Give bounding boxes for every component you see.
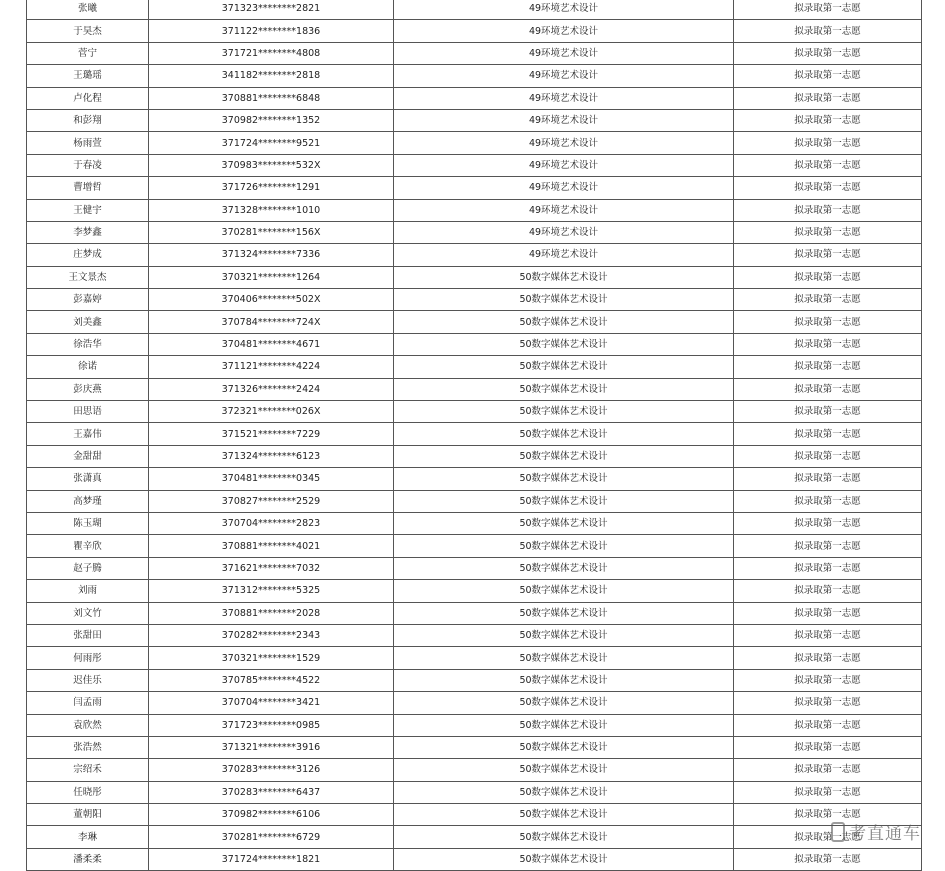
table-row xyxy=(27,0,922,20)
student-name-cell: 张甜田 xyxy=(27,624,149,646)
student-name-cell: 田思语 xyxy=(27,401,149,423)
table-row xyxy=(27,311,922,333)
major-cell: 49环境艺术设计 xyxy=(394,221,734,243)
admission-status-cell: 拟录取第一志愿 xyxy=(734,714,922,736)
admission-status-cell: 拟录取第一志愿 xyxy=(734,87,922,109)
admission-status-cell: 拟录取第一志愿 xyxy=(734,20,922,42)
watermark xyxy=(831,819,921,844)
student-name-cell: 王文景杰 xyxy=(27,266,149,288)
admission-status-cell: 拟录取第一志愿 xyxy=(734,736,922,758)
id-number-cell: 370983********532X xyxy=(149,154,394,176)
id-number-cell: 371724********9521 xyxy=(149,132,394,154)
major-cell: 49环境艺术设计 xyxy=(394,177,734,199)
admission-status-cell: 拟录取第一志愿 xyxy=(734,333,922,355)
table-row xyxy=(27,244,922,266)
table-row xyxy=(27,490,922,512)
id-number-cell: 370281********156X xyxy=(149,221,394,243)
table-row xyxy=(27,65,922,87)
table-row xyxy=(27,669,922,691)
major-cell: 50数字媒体艺术设计 xyxy=(394,714,734,736)
table-row xyxy=(27,647,922,669)
id-number-cell: 370282********2343 xyxy=(149,624,394,646)
table-row xyxy=(27,714,922,736)
id-number-cell: 370827********2529 xyxy=(149,490,394,512)
major-cell: 50数字媒体艺术设计 xyxy=(394,333,734,355)
student-name-cell: 李琳 xyxy=(27,826,149,848)
student-name-cell: 于昊杰 xyxy=(27,20,149,42)
admission-status-cell: 拟录取第一志愿 xyxy=(734,401,922,423)
major-cell: 49环境艺术设计 xyxy=(394,20,734,42)
admission-status-cell: 拟录取第一志愿 xyxy=(734,535,922,557)
major-cell: 50数字媒体艺术设计 xyxy=(394,848,734,870)
student-name-cell: 金甜甜 xyxy=(27,445,149,467)
id-number-cell: 370321********1529 xyxy=(149,647,394,669)
student-name-cell: 王嘉伟 xyxy=(27,423,149,445)
admission-status-cell: 拟录取第一志愿 xyxy=(734,289,922,311)
table-row xyxy=(27,826,922,848)
id-number-cell: 341182********2818 xyxy=(149,65,394,87)
major-cell: 49环境艺术设计 xyxy=(394,199,734,221)
id-number-cell: 370982********1352 xyxy=(149,109,394,131)
student-name-cell: 和彭翔 xyxy=(27,109,149,131)
major-cell: 50数字媒体艺术设计 xyxy=(394,401,734,423)
table-row xyxy=(27,199,922,221)
major-cell: 50数字媒体艺术设计 xyxy=(394,580,734,602)
watermark-logo-icon xyxy=(831,822,845,842)
id-number-cell: 371323********2821 xyxy=(149,0,394,20)
major-cell: 50数字媒体艺术设计 xyxy=(394,423,734,445)
student-name-cell: 迟佳乐 xyxy=(27,669,149,691)
major-cell: 50数字媒体艺术设计 xyxy=(394,535,734,557)
student-name-cell: 赵子腾 xyxy=(27,557,149,579)
admission-status-cell: 拟录取第一志愿 xyxy=(734,647,922,669)
major-cell: 50数字媒体艺术设计 xyxy=(394,557,734,579)
student-name-cell: 任晓彤 xyxy=(27,781,149,803)
admission-status-cell: 拟录取第一志愿 xyxy=(734,580,922,602)
major-cell: 50数字媒体艺术设计 xyxy=(394,512,734,534)
admission-status-cell: 拟录取第一志愿 xyxy=(734,221,922,243)
table-row xyxy=(27,20,922,42)
table-row xyxy=(27,289,922,311)
id-number-cell: 371321********3916 xyxy=(149,736,394,758)
major-cell: 49环境艺术设计 xyxy=(394,132,734,154)
id-number-cell: 370406********502X xyxy=(149,289,394,311)
id-number-cell: 370704********2823 xyxy=(149,512,394,534)
admission-status-cell: 拟录取第一志愿 xyxy=(734,804,922,826)
table-row xyxy=(27,266,922,288)
admission-table xyxy=(26,0,922,871)
admission-status-cell: 拟录取第一志愿 xyxy=(734,692,922,714)
major-cell: 50数字媒体艺术设计 xyxy=(394,692,734,714)
id-number-cell: 371328********1010 xyxy=(149,199,394,221)
student-name-cell: 张潇真 xyxy=(27,468,149,490)
major-cell: 50数字媒体艺术设计 xyxy=(394,804,734,826)
table-row xyxy=(27,109,922,131)
id-number-cell: 370982********6106 xyxy=(149,804,394,826)
id-number-cell: 370704********3421 xyxy=(149,692,394,714)
student-name-cell: 陈玉瑚 xyxy=(27,512,149,534)
id-number-cell: 370881********4021 xyxy=(149,535,394,557)
id-number-cell: 371324********6123 xyxy=(149,445,394,467)
admission-status-cell: 拟录取第一志愿 xyxy=(734,826,922,848)
major-cell: 50数字媒体艺术设计 xyxy=(394,781,734,803)
id-number-cell: 371726********1291 xyxy=(149,177,394,199)
id-number-cell: 370481********0345 xyxy=(149,468,394,490)
table-row xyxy=(27,333,922,355)
admission-status-cell: 拟录取第一志愿 xyxy=(734,468,922,490)
id-number-cell: 370283********6437 xyxy=(149,781,394,803)
student-name-cell: 刘美鑫 xyxy=(27,311,149,333)
student-name-cell: 何雨彤 xyxy=(27,647,149,669)
student-name-cell: 闫孟雨 xyxy=(27,692,149,714)
admission-status-cell: 拟录取第一志愿 xyxy=(734,109,922,131)
admission-status-cell: 拟录取第一志愿 xyxy=(734,154,922,176)
admission-status-cell: 拟录取第一志愿 xyxy=(734,512,922,534)
student-name-cell: 高梦瑾 xyxy=(27,490,149,512)
major-cell: 49环境艺术设计 xyxy=(394,42,734,64)
student-name-cell: 瞿辛欣 xyxy=(27,535,149,557)
major-cell: 50数字媒体艺术设计 xyxy=(394,289,734,311)
admission-status-cell: 拟录取第一志愿 xyxy=(734,423,922,445)
admission-status-cell: 拟录取第一志愿 xyxy=(734,669,922,691)
admission-status-cell: 拟录取第一志愿 xyxy=(734,378,922,400)
id-number-cell: 371723********0985 xyxy=(149,714,394,736)
table-row xyxy=(27,781,922,803)
id-number-cell: 371122********1836 xyxy=(149,20,394,42)
major-cell: 50数字媒体艺术设计 xyxy=(394,759,734,781)
admission-status-cell: 拟录取第一志愿 xyxy=(734,759,922,781)
id-number-cell: 371121********4224 xyxy=(149,356,394,378)
admission-status-cell: 拟录取第一志愿 xyxy=(734,848,922,870)
table-row xyxy=(27,580,922,602)
student-name-cell: 董朝阳 xyxy=(27,804,149,826)
table-row xyxy=(27,624,922,646)
admission-status-cell: 拟录取第一志愿 xyxy=(734,445,922,467)
table-row xyxy=(27,221,922,243)
student-name-cell: 卢化程 xyxy=(27,87,149,109)
student-name-cell: 徐浩华 xyxy=(27,333,149,355)
id-number-cell: 370281********6729 xyxy=(149,826,394,848)
major-cell: 49环境艺术设计 xyxy=(394,87,734,109)
admission-status-cell: 拟录取第一志愿 xyxy=(734,42,922,64)
table-row xyxy=(27,468,922,490)
major-cell: 49环境艺术设计 xyxy=(394,65,734,87)
student-name-cell: 宗绍禾 xyxy=(27,759,149,781)
admission-status-cell: 拟录取第一志愿 xyxy=(734,132,922,154)
student-name-cell: 王健宇 xyxy=(27,199,149,221)
student-name-cell: 刘文竹 xyxy=(27,602,149,624)
major-cell: 50数字媒体艺术设计 xyxy=(394,669,734,691)
id-number-cell: 370785********4522 xyxy=(149,669,394,691)
id-number-cell: 370881********6848 xyxy=(149,87,394,109)
table-row xyxy=(27,535,922,557)
student-name-cell: 刘雨 xyxy=(27,580,149,602)
table-row xyxy=(27,401,922,423)
id-number-cell: 371724********1821 xyxy=(149,848,394,870)
table-row xyxy=(27,512,922,534)
table-row xyxy=(27,848,922,870)
student-name-cell: 王璐瑶 xyxy=(27,65,149,87)
major-cell: 50数字媒体艺术设计 xyxy=(394,445,734,467)
table-row xyxy=(27,557,922,579)
student-name-cell: 徐诺 xyxy=(27,356,149,378)
admission-status-cell: 拟录取第一志愿 xyxy=(734,266,922,288)
admission-status-cell: 拟录取第一志愿 xyxy=(734,65,922,87)
student-name-cell: 张曦 xyxy=(27,0,149,20)
table-row xyxy=(27,804,922,826)
table-row xyxy=(27,42,922,64)
id-number-cell: 372321********026X xyxy=(149,401,394,423)
id-number-cell: 370321********1264 xyxy=(149,266,394,288)
student-name-cell: 庄梦成 xyxy=(27,244,149,266)
admission-status-cell: 拟录取第一志愿 xyxy=(734,356,922,378)
watermark-text: 考直通车 xyxy=(849,824,921,844)
table-row xyxy=(27,759,922,781)
major-cell: 50数字媒体艺术设计 xyxy=(394,378,734,400)
id-number-cell: 370481********4671 xyxy=(149,333,394,355)
major-cell: 50数字媒体艺术设计 xyxy=(394,602,734,624)
id-number-cell: 371721********4808 xyxy=(149,42,394,64)
admission-status-cell: 拟录取第一志愿 xyxy=(734,177,922,199)
table-row xyxy=(27,177,922,199)
table-row xyxy=(27,132,922,154)
id-number-cell: 371326********2424 xyxy=(149,378,394,400)
table-row xyxy=(27,736,922,758)
student-name-cell: 彭嘉婷 xyxy=(27,289,149,311)
id-number-cell: 371621********7032 xyxy=(149,557,394,579)
admission-status-cell: 拟录取第一志愿 xyxy=(734,557,922,579)
student-name-cell: 曹增哲 xyxy=(27,177,149,199)
student-name-cell: 菅宁 xyxy=(27,42,149,64)
table-row xyxy=(27,445,922,467)
major-cell: 49环境艺术设计 xyxy=(394,154,734,176)
student-name-cell: 彭庆燕 xyxy=(27,378,149,400)
student-name-cell: 李梦鑫 xyxy=(27,221,149,243)
id-number-cell: 370784********724X xyxy=(149,311,394,333)
admission-status-cell: 拟录取第一志愿 xyxy=(734,624,922,646)
student-name-cell: 于春凌 xyxy=(27,154,149,176)
table-row xyxy=(27,154,922,176)
admission-status-cell: 拟录取第一志愿 xyxy=(734,490,922,512)
major-cell: 50数字媒体艺术设计 xyxy=(394,826,734,848)
major-cell: 49环境艺术设计 xyxy=(394,244,734,266)
major-cell: 50数字媒体艺术设计 xyxy=(394,490,734,512)
student-name-cell: 袁欣然 xyxy=(27,714,149,736)
admission-status-cell: 拟录取第一志愿 xyxy=(734,244,922,266)
id-number-cell: 370283********3126 xyxy=(149,759,394,781)
admission-status-cell: 拟录取第一志愿 xyxy=(734,602,922,624)
id-number-cell: 371521********7229 xyxy=(149,423,394,445)
major-cell: 50数字媒体艺术设计 xyxy=(394,647,734,669)
major-cell: 50数字媒体艺术设计 xyxy=(394,468,734,490)
admission-status-cell: 拟录取第一志愿 xyxy=(734,781,922,803)
major-cell: 50数字媒体艺术设计 xyxy=(394,356,734,378)
table-row xyxy=(27,356,922,378)
student-name-cell: 潘柔柔 xyxy=(27,848,149,870)
id-number-cell: 370881********2028 xyxy=(149,602,394,624)
table-row xyxy=(27,378,922,400)
admission-status-cell: 拟录取第一志愿 xyxy=(734,0,922,20)
major-cell: 50数字媒体艺术设计 xyxy=(394,624,734,646)
major-cell: 49环境艺术设计 xyxy=(394,109,734,131)
admission-status-cell: 拟录取第一志愿 xyxy=(734,311,922,333)
major-cell: 50数字媒体艺术设计 xyxy=(394,736,734,758)
id-number-cell: 371324********7336 xyxy=(149,244,394,266)
table-row xyxy=(27,423,922,445)
table-row xyxy=(27,87,922,109)
student-name-cell: 张浩然 xyxy=(27,736,149,758)
admission-status-cell: 拟录取第一志愿 xyxy=(734,199,922,221)
admission-table-body xyxy=(27,0,922,871)
table-row xyxy=(27,602,922,624)
table-row xyxy=(27,692,922,714)
major-cell: 50数字媒体艺术设计 xyxy=(394,311,734,333)
student-name-cell: 杨雨萱 xyxy=(27,132,149,154)
major-cell: 49环境艺术设计 xyxy=(394,0,734,20)
major-cell: 50数字媒体艺术设计 xyxy=(394,266,734,288)
id-number-cell: 371312********5325 xyxy=(149,580,394,602)
